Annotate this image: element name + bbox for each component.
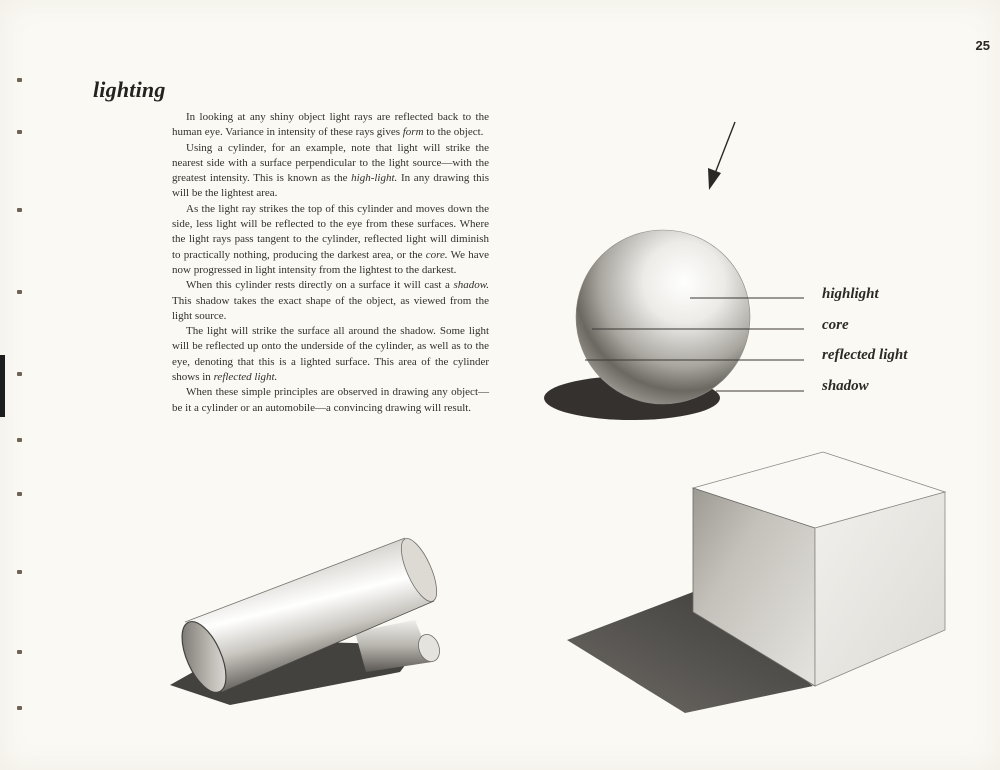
reflected-light-label: reflected light	[822, 347, 908, 363]
emphasized-term: shadow.	[453, 279, 489, 292]
emphasized-term: reflected light.	[213, 371, 278, 384]
light-direction-arrow	[708, 122, 735, 190]
page-title: lighting	[93, 77, 166, 102]
text-run: We have now progressed in light intensity from the lightest to the darkest.	[172, 248, 490, 276]
highlight-label: highlight	[822, 286, 879, 302]
text-run: This shadow takes the exact shape of the object, as viewed from the light source.	[172, 294, 489, 322]
emphasized-term: high-light.	[351, 172, 398, 185]
emphasized-term: form	[402, 126, 424, 139]
page-number: 25	[975, 38, 990, 53]
emphasized-term: core.	[425, 248, 448, 261]
text-run: In any drawing this will be the lightest area.	[172, 172, 489, 200]
cube-drawing	[567, 452, 945, 713]
text-run: Using a cylinder, for an example, note that light will strike the nearest side with a surface perpendicular to the light source—with the greatest intensity. This is known as the	[172, 141, 489, 185]
cylinder-drawing	[170, 534, 444, 705]
text-run: When this cylinder rests directly on a surface it will cast a	[186, 279, 454, 292]
core-label: core	[822, 317, 849, 333]
text-run: In looking at any shiny object light rays are reflected back to the human eye. Variance in intensity of these rays gives	[172, 111, 489, 139]
text-run: As the light ray strikes the top of this cylinder and moves down the side, less light will be reflected to the eye from these surfaces. Where the light rays pass tangent to the cylinder, reflected light will diminish to practically nothing, producing the darkest area, or the	[172, 202, 489, 261]
text-run: When these simple principles are observed in drawing any object—be it a cylinder or an automobile—a convincing drawing will result.	[172, 386, 489, 414]
shadow-label: shadow	[822, 378, 869, 394]
text-run: to the object.	[423, 126, 484, 139]
text-run: The light will strike the surface all around the shadow. Some light will be reflected up onto the underside of the cylinder, as well as to the eye, denoting that this is a lighted surface. This area of the cylinder shows in	[172, 325, 489, 384]
